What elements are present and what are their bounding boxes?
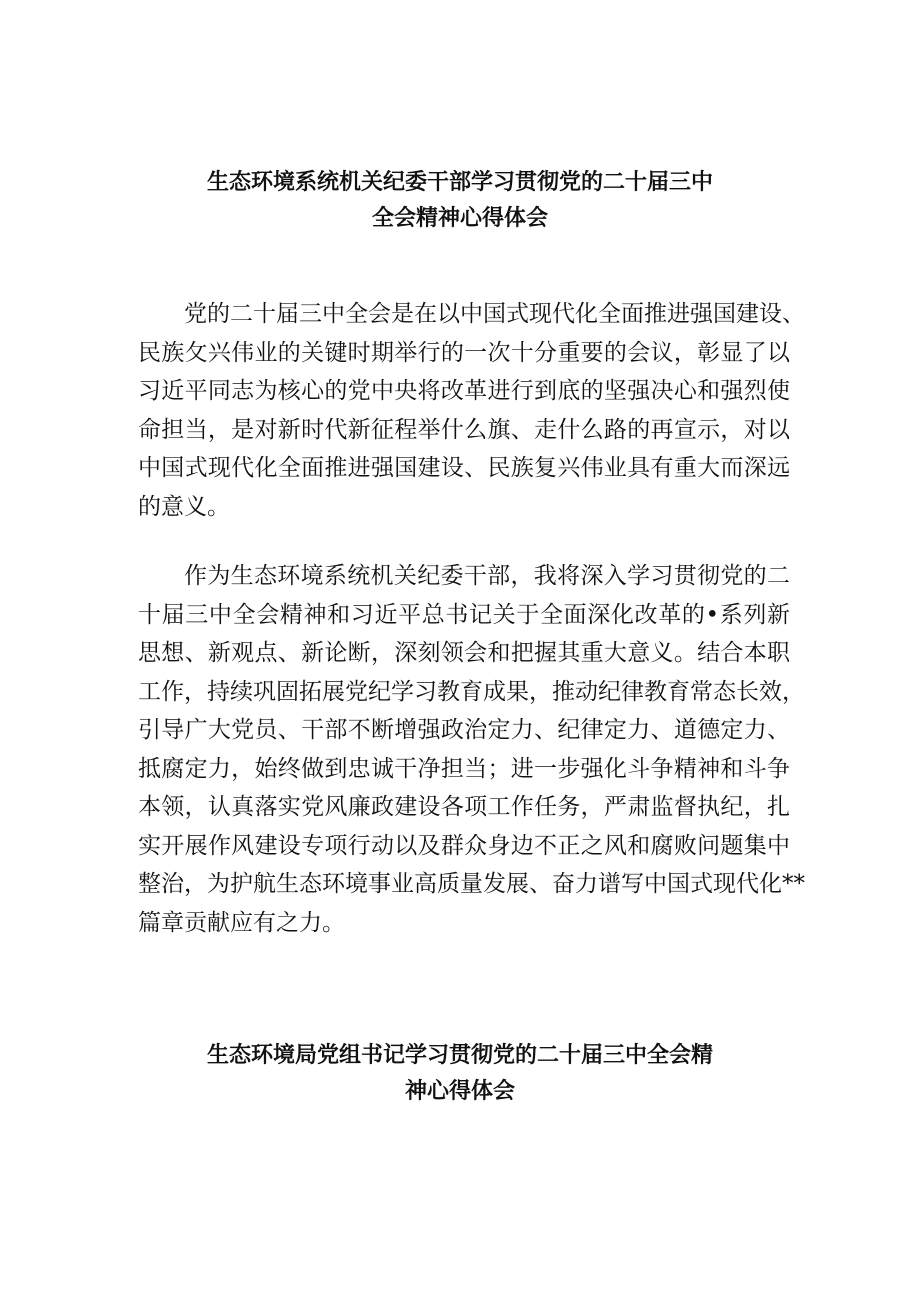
- paragraph-line: 整治，为护航生态环境事业高质量发展、奋力谱写中国式现代化**: [138, 871, 805, 897]
- paragraph-line: 的意义。: [138, 493, 230, 520]
- paragraph-line: 抵腐定力，始终做到忠诚干净担当；进一步强化斗争精神和斗争: [138, 755, 790, 782]
- article-1-title-line-2: 全会精神心得体会: [371, 206, 548, 231]
- paragraph-line: 习近平同志为核心的党中央将改革进行到底的坚强决心和强烈使: [138, 378, 790, 404]
- paragraph-line: 实开展作风建设专项行动以及群众身边不正之风和腐败问题集中: [138, 832, 790, 859]
- paragraph-line: 本领，认真落实党风廉政建设各项工作任务，严肃监督执纪，扎: [138, 794, 790, 820]
- article-2-title-line-2: 神心得体会: [404, 1079, 515, 1104]
- paragraph-line: 民族攵兴伟业的关键时期举行的一次十分重要的会议，彰显了以: [138, 339, 790, 366]
- article-2-title-line-1: 生态环境局党组书记学习贯彻党的二十届三中全会精: [206, 1043, 713, 1068]
- paragraph-line: 十届三中全会精神和习近平总书记关于全面深化改革的•系列新: [138, 601, 790, 628]
- article-1-paragraph-1: [138, 295, 805, 526]
- article-2-title: [0, 1038, 920, 1110]
- article-1-title: [0, 165, 920, 237]
- paragraph-line: 中国式现代化全面推进强国建设、民族复兴伟业具有重大而深远: [138, 455, 790, 481]
- paragraph-line: 引导广大党员、干部不断增强政治定力、纪律定力、道德定力、: [138, 717, 790, 743]
- article-1-paragraph-2: [138, 557, 805, 942]
- article-1-title-line-1: 生态环境系统机关纪委干部学习贯彻党的二十届三中: [206, 170, 713, 195]
- paragraph-line: 作为生态环境系统机关纪委干部，我将深入学习贯彻党的二: [184, 563, 790, 589]
- paragraph-line: 思想、新观点、新论断，深刻领会和把握其重大意义。结合本职: [138, 640, 790, 666]
- paragraph-line: 命担当，是对新时代新征程举什么旗、走什么路的再宣示，对以: [138, 416, 790, 443]
- paragraph-line: 党的二十届三中全会是在以中国式现代化全面推进强国建设、: [184, 301, 805, 327]
- paragraph-line: 工作，持续巩固拓展党纪学习教育成果，推动纪律教育常态长效，: [138, 678, 805, 705]
- paragraph-line: 篇章贡献应有之力。: [138, 909, 345, 936]
